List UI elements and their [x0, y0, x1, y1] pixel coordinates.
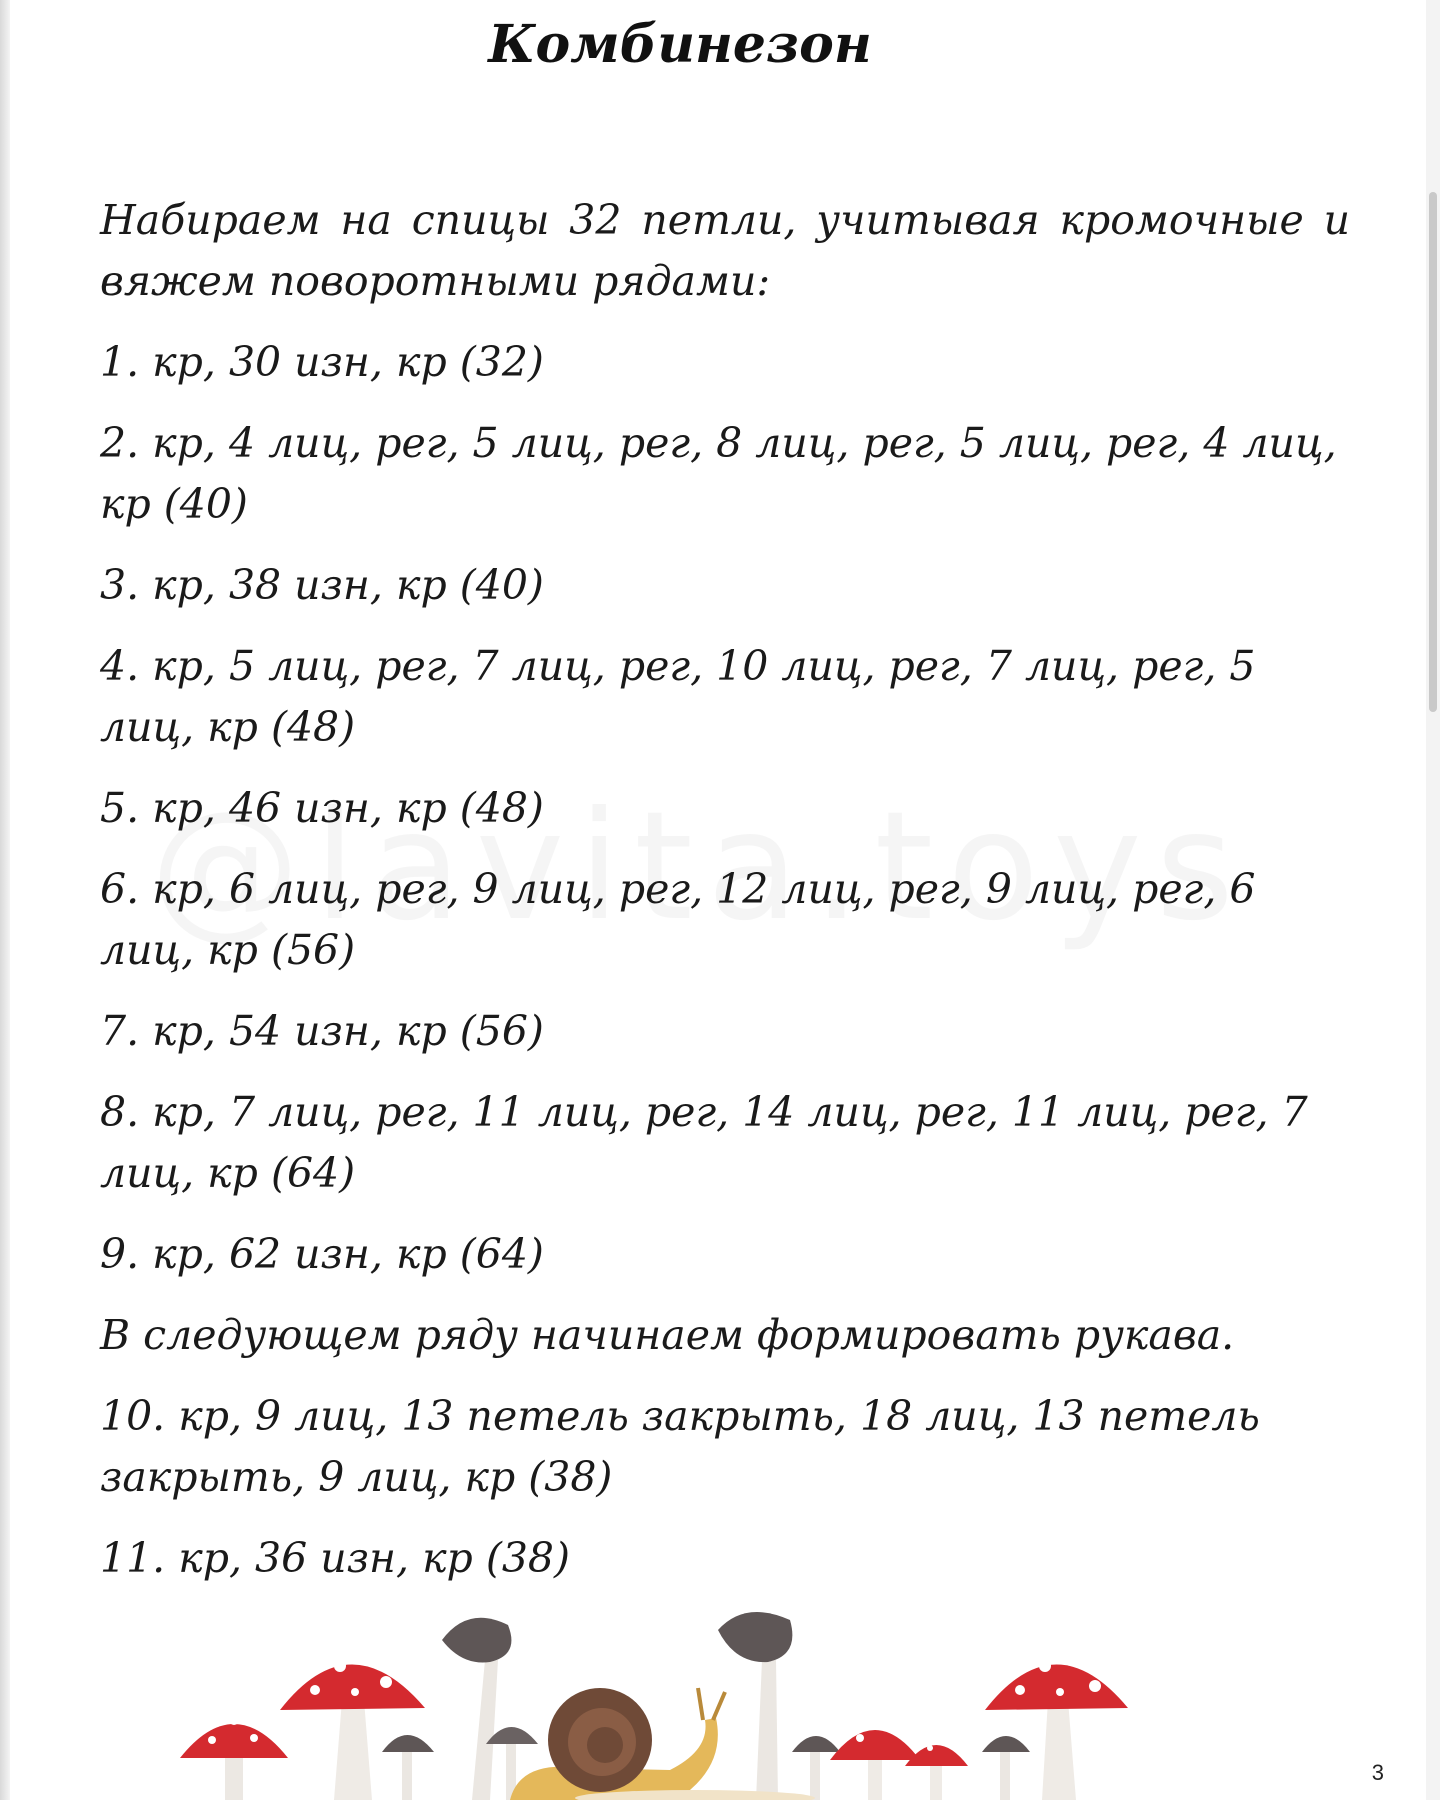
- fly-agaric-icon: [830, 1720, 968, 1800]
- intro-paragraph: Набираем на спицы 32 петли, учитывая кромочные и вяжем поворотными рядами:: [100, 196, 1350, 305]
- snail-icon: [510, 1688, 725, 1800]
- row-instruction: 10. кр, 9 лиц, 13 петель закрыть, 18 лиц, 13 петель закрыть, 9 лиц, кр (38): [100, 1392, 1260, 1501]
- scrollbar-thumb[interactable]: [1429, 192, 1437, 712]
- row-instruction: 4. кр, 5 лиц, рег, 7 лиц, рег, 10 лиц, рег, 7 лиц, рег, 5 лиц, кр (48): [100, 642, 1256, 751]
- page-number: 3: [1371, 1760, 1384, 1785]
- gray-mushroom-icon: [718, 1612, 792, 1800]
- row-instruction: 2. кр, 4 лиц, рег, 5 лиц, рег, 8 лиц, рег, 5 лиц, рег, 4 лиц, кр (40): [100, 419, 1337, 528]
- row-instruction: 7. кр, 54 изн, кр (56): [100, 1007, 544, 1055]
- gray-mushroom-icon: [792, 1736, 1030, 1800]
- sleeve-note: В следующем ряду начинаем формировать рукава.: [100, 1311, 1235, 1359]
- gray-mushroom-icon: [442, 1618, 511, 1800]
- scrollbar-track[interactable]: [1426, 0, 1440, 1800]
- row-instruction: 1. кр, 30 изн, кр (32): [100, 338, 544, 386]
- row-instruction: 3. кр, 38 изн, кр (40): [100, 561, 544, 609]
- row-instruction: 6. кр, 6 лиц, рег, 9 лиц, рег, 12 лиц, рег, 9 лиц, рег, 6 лиц, кр (56): [100, 865, 1256, 974]
- pattern-text: [100, 190, 1350, 1609]
- fly-agaric-icon: [180, 1715, 288, 1800]
- row-instruction: 9. кр, 62 изн, кр (64): [100, 1230, 544, 1278]
- row-instruction: 11. кр, 36 изн, кр (38): [100, 1534, 570, 1582]
- page-title: Комбинезон: [488, 14, 872, 75]
- row-instruction: 8. кр, 7 лиц, рег, 11 лиц, рег, 14 лиц, рег, 11 лиц, рег, 7 лиц, кр (64): [100, 1088, 1308, 1197]
- page-left-edge: [0, 0, 10, 1800]
- row-instruction: 5. кр, 46 изн, кр (48): [100, 784, 544, 832]
- mushroom-snail-illustration: [150, 1600, 1270, 1800]
